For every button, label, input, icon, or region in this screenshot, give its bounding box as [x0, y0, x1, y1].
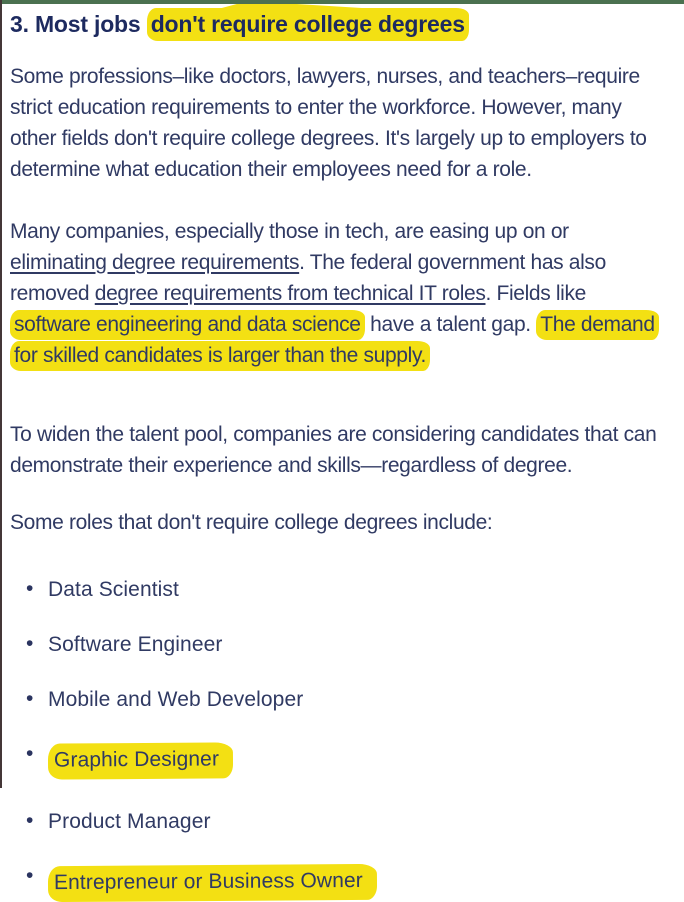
- section-heading: [10, 9, 666, 39]
- list-item-label: Entrepreneur or Business Owner: [48, 864, 377, 902]
- paragraph-run: Many companies, especially those in tech, are easing up on or: [10, 220, 569, 243]
- list-item: [26, 577, 666, 602]
- list-item-label: Data Scientist: [48, 578, 179, 601]
- top-edge-decoration: [0, 0, 684, 4]
- left-edge-decoration: [0, 0, 2, 788]
- bullet-icon: •: [26, 742, 34, 765]
- list-item: [26, 632, 666, 657]
- paragraph-run: have a talent gap.: [364, 313, 537, 336]
- paragraph: Some roles that don't require college degrees include:: [10, 511, 493, 534]
- paragraph: [10, 216, 666, 371]
- heading-highlight: don't require college degrees: [147, 8, 469, 41]
- list-item-label: Product Manager: [48, 810, 211, 833]
- list-item-label: Mobile and Web Developer: [48, 688, 304, 711]
- list-item-label: Graphic Designer: [48, 742, 233, 779]
- text-highlight: The demand for skilled candidates is larger than the supply.: [10, 310, 659, 371]
- bullet-icon: •: [26, 577, 34, 600]
- list-item: [26, 687, 666, 712]
- bullet-icon: •: [26, 809, 34, 832]
- text-highlight: software engineering and data science: [10, 310, 365, 340]
- paragraph-run: . Fields like: [485, 282, 586, 305]
- paragraph-run: . The federal government has also removed: [10, 251, 606, 305]
- bullet-icon: •: [26, 632, 34, 655]
- role-list: [10, 578, 666, 901]
- paragraph: Some professions–like doctors, lawyers, nurses, and teachers–require strict education requirements to enter the workforce. However, many other fields don't require college degrees. It's largely up to employers to determine what education their employees need for a role.: [10, 65, 647, 181]
- paragraph: To widen the talent pool, companies are considering candidates that can demonstrate their experience and skills—regardless of degree.: [10, 423, 657, 477]
- heading-text: 3. Most jobs: [10, 11, 147, 37]
- link-eliminating-degree-requirements[interactable]: eliminating degree requirements: [10, 251, 300, 274]
- list-item: [26, 809, 666, 834]
- link-degree-requirements-it-roles[interactable]: degree requirements from technical IT roles: [94, 282, 486, 305]
- bullet-icon: •: [26, 687, 34, 710]
- list-item-label: Software Engineer: [48, 633, 223, 656]
- list-item: [26, 742, 666, 779]
- list-item: [26, 864, 666, 901]
- bullet-icon: •: [26, 864, 34, 887]
